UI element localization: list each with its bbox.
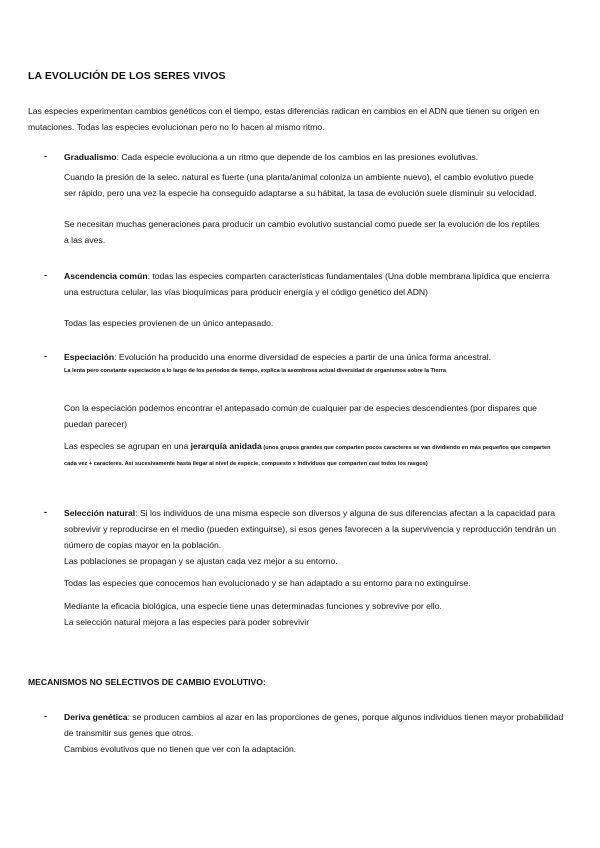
seleccion-paragraph-4: La selección natural mejora a las especies para poder sobrevivir [64,617,310,627]
especiacion-definition [64,349,569,365]
seleccion-definition [64,505,566,553]
especiacion-p2-text: Las especies se agrupan en una [64,441,191,451]
ascendencia-def-text: : todas las especies comparten características fundamentales (Una doble membrana lipídica que encierra una estructura celular, las vías bioquímicas para producir energía y el código genético del ADN) [64,271,550,297]
especiacion-paragraph-2 [64,438,564,470]
bullet-marker: - [44,507,47,517]
gradualismo-paragraph-2: Se necesitan muchas generaciones para producir un cambio evolutivo sustancial como puede ser la evolución de los reptiles a las aves. [64,219,540,245]
deriva-def-text: : se producen cambios al azar en las proporciones de genes, porque algunos individuos tienen mayor probabilidad de transmitir sus genes que otros. [64,712,564,738]
especiacion-def-text: : Evolución ha producido una enorme diversidad de especies a partir de una única forma ancestral. [114,352,492,362]
page-title: LA EVOLUCIÓN DE LOS SERES VIVOS [28,70,226,82]
ascendencia-term: Ascendencia común [64,271,148,281]
seleccion-term: Selección natural [64,508,136,518]
deriva-term: Deriva genética [64,712,128,722]
seleccion-paragraph-1: Las poblaciones se propagan y se ajustan cada vez mejor a su entorno. [64,556,338,566]
seleccion-def-text: : Si los individuos de una misma especie son diversos y alguna de sus diferencias afectan a la capacidad para sobrevivir y reproducirse en el medio (pueden extinguirse), si esos genes favorecen a la supervivencia y reproducción tendrán un número de copias mayor en la población. [64,508,557,550]
seleccion-paragraph-2: Todas las especies que conocemos han evolucionado y se han adaptado a su entorno para no extinguirse. [64,578,471,588]
gradualismo-definition [64,149,564,165]
gradualismo-def-text: : Cada especie evoluciona a un ritmo que depende de los cambios en las presiones evolutivas. [116,152,479,162]
bullet-marker: - [44,151,47,161]
ascendencia-definition [64,268,564,300]
bullet-marker: - [44,270,47,280]
deriva-definition [64,709,564,741]
bullet-marker: - [44,711,47,721]
jerarquia-note: (unos grupos grandes que comparten pocos caracteres se van dividiendo en más pequeños que comparten cada vez + caracteres. Así sucesivamente hasta llegar al nivel de especie, compuesto x individuos que comparten casi todos los rasgos) [64,445,551,467]
jerarquia-term: jerarquía anidada [190,441,262,451]
ascendencia-paragraph-1: Todas las especies provienen de un único antepasado. [64,318,274,328]
especiacion-paragraph-1: Con la especiación podemos encontrar el antepasado común de cualquier par de especies descendientes (por dispares que puedan parecer) [64,403,537,429]
deriva-paragraph-1: Cambios evolutivos que no tienen que ver con la adaptación. [64,744,297,754]
especiacion-term: Especiación [64,352,115,362]
especiacion-note: La lenta pero constante especiación a lo largo de los periodos de tiempo, explica la asombrosa actual diversidad de organismos sobre la Tierra [64,368,446,374]
section-heading: MECANISMOS NO SELECTIVOS DE CAMBIO EVOLUTIVO: [28,677,266,687]
intro-paragraph: Las especies experimentan cambios genéticos con el tiempo, estas diferencias radican en cambios en el ADN que tienen su origen en mutaciones. Todas las especies evolucionan pero no lo hacen al mismo ritmo. [28,106,540,132]
gradualismo-paragraph-1: Cuando la presión de la selec. natural es fuerte (una planta/animal coloniza un ambiente nuevo), el cambio evolutivo puede ser rápido, pero una vez la especie ha conseguido adaptarse a su hábitat, la tasa de evolución suele disminuir su velocidad. [64,172,537,198]
bullet-marker: - [44,351,47,361]
seleccion-paragraph-3: Mediante la eficacia biológica, una especie tiene unas determinadas funciones y sobrevive por ello. [64,601,442,611]
gradualismo-term: Gradualismo [64,152,117,162]
